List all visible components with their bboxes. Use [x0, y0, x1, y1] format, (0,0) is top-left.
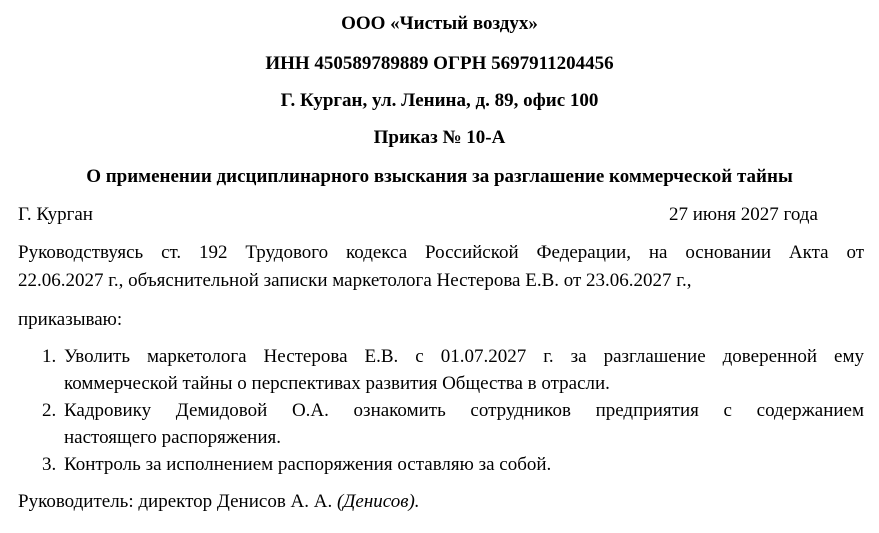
company-name: ООО «Чистый воздух» — [341, 13, 538, 34]
order-city: Г. Курган — [18, 204, 93, 225]
order-date: 27 июня 2027 года — [669, 204, 818, 225]
signature-handwritten-name: (Денисов). — [336, 491, 420, 512]
preamble-line-1: Руководствуясь ст. 192 Трудового кодекса Российской Федерации, на основании Акта от — [18, 242, 864, 263]
signature-block — [18, 491, 420, 513]
list-item-number: 2. — [42, 400, 57, 421]
list-item-line-2: коммерческой тайны о перспективах развития Общества в отрасли. — [64, 373, 610, 394]
list-item-line-1: Уволить маркетолога Нестерова Е.В. с 01.07.2027 г. за разглашение доверенной ему — [64, 346, 864, 367]
list-item-line-1: Кадровику Демидовой О.А. ознакомить сотрудников предприятия с содержанием — [64, 400, 864, 421]
order-subject: О применении дисциплинарного взыскания за разглашение коммерческой тайны — [86, 166, 793, 187]
order-word: приказываю: — [18, 309, 123, 330]
list-item-line-2: настоящего распоряжения. — [64, 427, 282, 448]
signature-label: Руководитель: директор Денисов А. А. — [18, 491, 333, 512]
preamble-line-2: 22.06.2027 г., объяснительной записки маркетолога Нестерова Е.В. от 23.06.2027 г., — [18, 270, 692, 291]
list-item-number: 1. — [42, 346, 57, 367]
list-item-line-1: Контроль за исполнением распоряжения оставляю за собой. — [64, 454, 552, 475]
order-number: Приказ № 10-А — [373, 127, 506, 148]
list-item-number: 3. — [42, 454, 57, 475]
company-registration-ids: ИНН 450589789889 ОГРН 5697911204456 — [265, 53, 614, 74]
company-address: Г. Курган, ул. Ленина, д. 89, офис 100 — [280, 90, 599, 111]
